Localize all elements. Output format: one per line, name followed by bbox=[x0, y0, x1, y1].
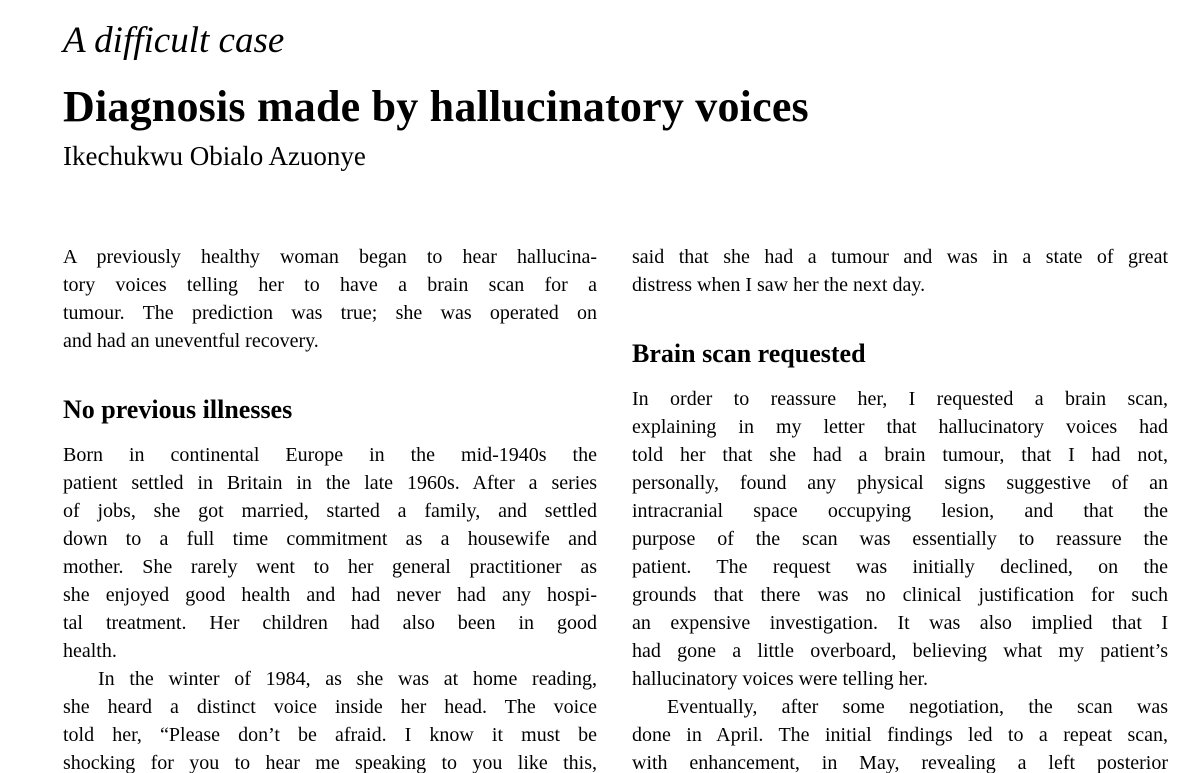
text-line: with enhancement, in May, revealing a left posterior bbox=[632, 752, 1168, 773]
article-author: Ikechukwu Obialo Azuonye bbox=[63, 141, 366, 171]
text-line: personally, found any physical signs suggestive of an bbox=[632, 472, 1168, 494]
text-line: In the winter of 1984, as she was at home reading, bbox=[98, 668, 597, 690]
paragraph bbox=[63, 243, 597, 355]
paragraph bbox=[632, 693, 1168, 773]
text-line: she enjoyed good health and had never had any hospi- bbox=[63, 584, 597, 606]
text-line: In order to reassure her, I requested a brain scan, bbox=[632, 388, 1168, 410]
section-heading: No previous illnesses bbox=[63, 395, 293, 424]
text-line: A previously healthy woman began to hear hallucina- bbox=[63, 246, 597, 268]
text-line: done in April. The initial findings led to a repeat scan, bbox=[632, 724, 1168, 746]
paragraph bbox=[632, 243, 1168, 299]
paragraph bbox=[63, 665, 597, 773]
text-line: Eventually, after some negotiation, the scan was bbox=[667, 696, 1168, 718]
paragraph bbox=[63, 441, 597, 665]
text-line: grounds that there was no clinical justification for such bbox=[632, 584, 1168, 606]
section-heading: Brain scan requested bbox=[632, 339, 866, 368]
text-line: intracranial space occupying lesion, and that the bbox=[632, 500, 1168, 522]
text-line: purpose of the scan was essentially to reassure the bbox=[632, 528, 1168, 550]
text-line: told her, “Please don’t be afraid. I know it must be bbox=[63, 724, 597, 746]
paragraph bbox=[632, 385, 1168, 693]
text-line: she heard a distinct voice inside her head. The voice bbox=[63, 696, 597, 718]
text-line: health. bbox=[63, 640, 117, 662]
column-right bbox=[632, 243, 1168, 773]
text-line: mother. She rarely went to her general practitioner as bbox=[63, 556, 597, 578]
text-line: hallucinatory voices were telling her. bbox=[632, 668, 929, 690]
text-line: distress when I saw her the next day. bbox=[632, 274, 926, 296]
column-left bbox=[63, 243, 597, 773]
text-line: said that she had a tumour and was in a state of great bbox=[632, 246, 1168, 268]
text-line: told her that she had a brain tumour, that I had not, bbox=[632, 444, 1168, 466]
text-line: patient. The request was initially declined, on the bbox=[632, 556, 1168, 578]
text-line: tal treatment. Her children had also been in good bbox=[63, 612, 597, 634]
article-title: Diagnosis made by hallucinatory voices bbox=[63, 82, 809, 131]
text-line: shocking for you to hear me speaking to you like this, bbox=[63, 752, 597, 773]
text-line: explaining in my letter that hallucinatory voices had bbox=[632, 416, 1168, 438]
text-line: tory voices telling her to have a brain scan for a bbox=[63, 274, 597, 296]
text-line: of jobs, she got married, started a family, and settled bbox=[63, 500, 597, 522]
text-line: had gone a little overboard, believing what my patient’s bbox=[632, 640, 1168, 662]
article-columns bbox=[63, 243, 1168, 773]
text-line: an expensive investigation. It was also implied that I bbox=[632, 612, 1168, 634]
text-line: and had an uneventful recovery. bbox=[63, 330, 319, 352]
text-line: down to a full time commitment as a housewife and bbox=[63, 528, 597, 550]
text-line: Born in continental Europe in the mid-1940s the bbox=[63, 444, 597, 466]
text-line: tumour. The prediction was true; she was operated on bbox=[63, 302, 597, 324]
text-line: patient settled in Britain in the late 1960s. After a series bbox=[63, 472, 597, 494]
article-kicker: A difficult case bbox=[63, 20, 285, 61]
